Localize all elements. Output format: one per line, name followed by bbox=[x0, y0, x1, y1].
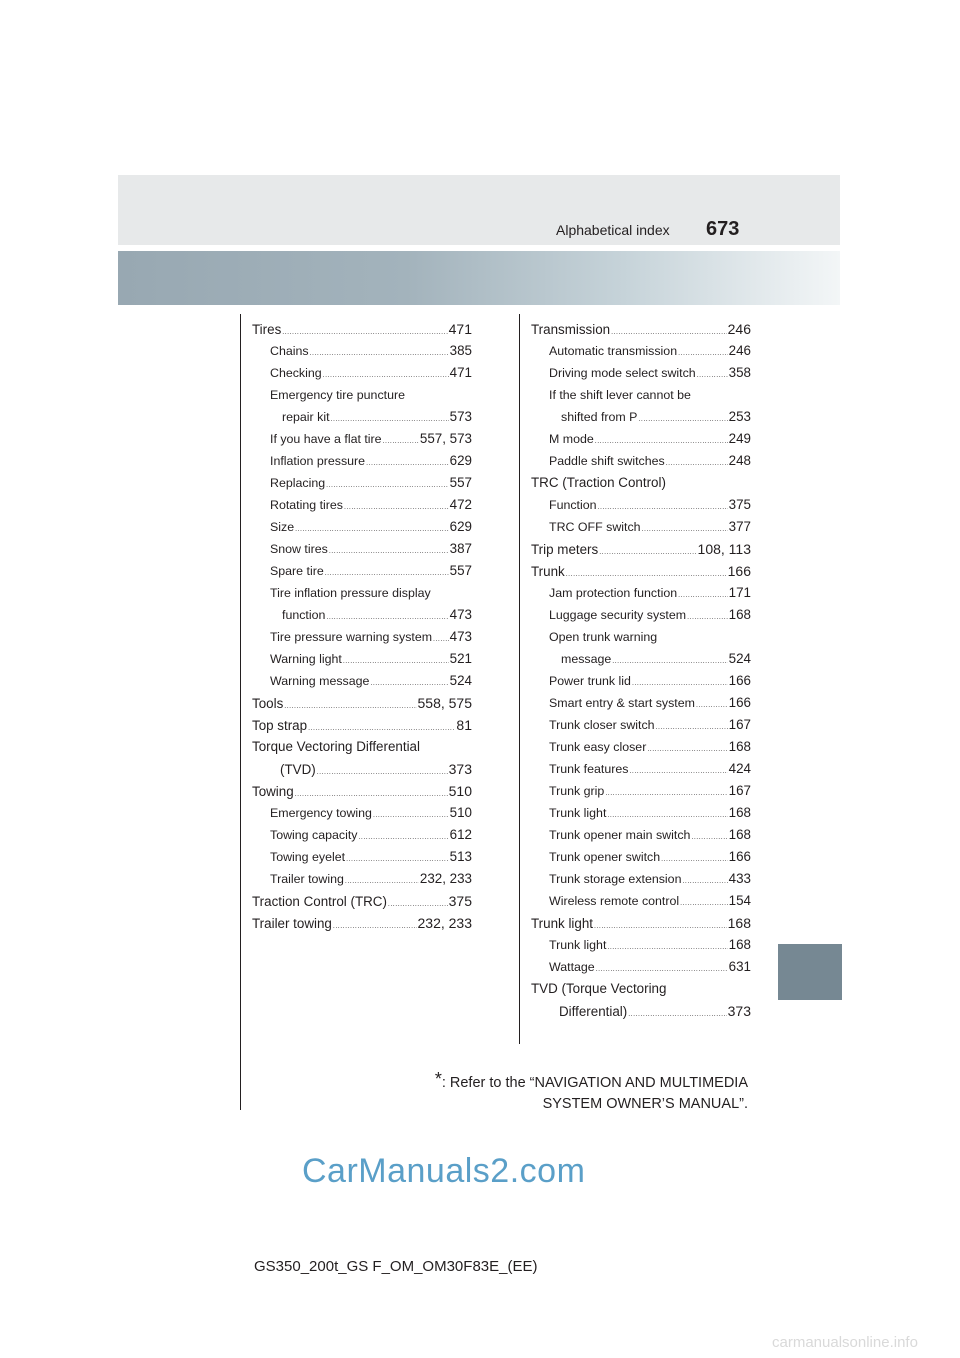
document-code: GS350_200t_GS F_OM_OM30F83E_(EE) bbox=[254, 1258, 538, 1275]
index-entry-label: Paddle shift switches bbox=[549, 454, 665, 468]
index-entry-label: Wireless remote control bbox=[549, 894, 680, 908]
index-entry bbox=[531, 538, 751, 560]
index-entry-label: Trunk light bbox=[549, 806, 607, 820]
index-entry-page: 154 bbox=[728, 893, 751, 908]
dot-leader bbox=[599, 542, 696, 564]
index-entry-page: 524 bbox=[728, 651, 751, 666]
index-entry bbox=[531, 692, 751, 714]
index-entry-page: 373 bbox=[727, 1003, 751, 1019]
index-entry bbox=[531, 670, 751, 692]
index-entry bbox=[252, 560, 472, 582]
dot-leader bbox=[628, 1004, 726, 1026]
footnote-line-1: : Refer to the “NAVIGATION AND MULTIMEDIA bbox=[441, 1075, 748, 1091]
index-entry bbox=[252, 714, 472, 736]
index-entry-label: Torque Vectoring Differential bbox=[252, 739, 420, 754]
index-entry bbox=[531, 450, 751, 472]
index-entry bbox=[252, 494, 472, 516]
index-entry-label: Smart entry & start system bbox=[549, 696, 695, 710]
index-column-right bbox=[531, 318, 751, 1022]
index-entry-page: 510 bbox=[449, 805, 472, 820]
index-entry-page: 246 bbox=[728, 343, 751, 358]
index-entry-page: 387 bbox=[449, 541, 472, 556]
index-entry-page: 631 bbox=[728, 959, 751, 974]
index-entry bbox=[531, 846, 751, 868]
index-entry bbox=[252, 802, 472, 824]
dot-leader bbox=[317, 762, 448, 784]
dot-leader bbox=[697, 365, 728, 387]
index-entry-page: 166 bbox=[728, 695, 751, 710]
index-entry-label: TRC (Traction Control) bbox=[531, 475, 666, 490]
dot-leader bbox=[373, 805, 449, 827]
index-entry-label: Tools bbox=[252, 696, 284, 711]
index-entry bbox=[531, 758, 751, 780]
index-entry-label: Driving mode select switch bbox=[549, 366, 696, 380]
middle-column-rule bbox=[519, 314, 520, 1044]
index-entry bbox=[531, 340, 751, 362]
index-entry bbox=[531, 626, 751, 648]
index-entry bbox=[252, 912, 472, 934]
index-entry bbox=[252, 582, 472, 604]
index-entry bbox=[252, 450, 472, 472]
index-entry-label: repair kit bbox=[282, 410, 330, 424]
index-entry-label: Trunk light bbox=[549, 938, 607, 952]
index-entry bbox=[252, 604, 472, 626]
index-entry bbox=[531, 384, 751, 406]
index-entry bbox=[531, 714, 751, 736]
index-entry-label: Trunk opener main switch bbox=[549, 828, 691, 842]
index-entry bbox=[531, 824, 751, 846]
footnote-line-2: SYSTEM OWNER’S MANUAL”. bbox=[542, 1096, 748, 1112]
index-entry bbox=[252, 516, 472, 538]
index-entry-label: Trunk features bbox=[549, 762, 629, 776]
index-entry bbox=[252, 648, 472, 670]
index-entry-page: 473 bbox=[449, 607, 472, 622]
dot-leader bbox=[691, 827, 727, 849]
index-entry-page: 558, 575 bbox=[417, 695, 472, 711]
footnote bbox=[435, 1069, 748, 1115]
index-entry-label: Automatic transmission bbox=[549, 344, 678, 358]
index-entry-page: 248 bbox=[728, 453, 751, 468]
index-entry bbox=[531, 912, 751, 934]
index-entry bbox=[252, 626, 472, 648]
index-entry-label: Emergency towing bbox=[270, 806, 372, 820]
index-entry bbox=[531, 802, 751, 824]
index-entry-label: Trunk easy closer bbox=[549, 740, 647, 754]
index-entry bbox=[531, 736, 751, 758]
index-entry bbox=[531, 934, 751, 956]
dot-leader bbox=[329, 541, 449, 563]
index-entry bbox=[252, 384, 472, 406]
index-entry-label: Trunk grip bbox=[549, 784, 605, 798]
index-entry-page: 168 bbox=[727, 915, 751, 931]
dot-leader bbox=[629, 761, 727, 783]
index-entry-label: Rotating tires bbox=[270, 498, 344, 512]
watermark: CarManuals2.com bbox=[302, 1152, 586, 1190]
index-entry-page: 358 bbox=[728, 365, 751, 380]
index-entry-page: 168 bbox=[728, 827, 751, 842]
index-entry bbox=[531, 604, 751, 626]
index-entry bbox=[531, 1000, 751, 1022]
index-entry bbox=[252, 340, 472, 362]
index-entry bbox=[531, 472, 751, 494]
index-entry bbox=[531, 362, 751, 384]
index-entry-label: M mode bbox=[549, 432, 594, 446]
index-entry-label: Replacing bbox=[270, 476, 326, 490]
index-entry-label: Towing capacity bbox=[270, 828, 358, 842]
index-entry-page: 171 bbox=[728, 585, 751, 600]
index-entry-page: 168 bbox=[728, 805, 751, 820]
index-entry-label: shifted from P bbox=[561, 410, 638, 424]
dot-leader bbox=[638, 409, 727, 431]
dot-leader bbox=[383, 431, 419, 453]
index-entry-label: Inflation pressure bbox=[270, 454, 366, 468]
index-entry-label: If the shift lever cannot be bbox=[549, 388, 691, 402]
dot-leader bbox=[345, 871, 419, 893]
index-entry-label: Spare tire bbox=[270, 564, 324, 578]
index-entry-label: Tires bbox=[252, 322, 282, 337]
index-entry-label: Trunk opener switch bbox=[549, 850, 661, 864]
index-entry-page: 629 bbox=[449, 519, 472, 534]
index-entry-page: 513 bbox=[449, 849, 472, 864]
index-entry-label: Warning light bbox=[270, 652, 342, 666]
index-entry-page: 253 bbox=[728, 409, 751, 424]
index-entry bbox=[531, 890, 751, 912]
index-entry-page: 510 bbox=[448, 783, 472, 799]
index-entry-label: Towing bbox=[252, 784, 294, 799]
dot-leader bbox=[333, 916, 417, 938]
index-entry-label: Power trunk lid bbox=[549, 674, 631, 688]
index-entry bbox=[531, 406, 751, 428]
index-entry-page: 433 bbox=[728, 871, 751, 886]
index-entry bbox=[252, 846, 472, 868]
index-entry-page: 246 bbox=[727, 321, 751, 337]
index-entry-page: 473 bbox=[449, 629, 472, 644]
index-entry-label: Differential) bbox=[559, 1004, 628, 1019]
index-entry-label: Trunk light bbox=[531, 916, 594, 931]
index-entry-label: function bbox=[282, 608, 326, 622]
index-entry bbox=[252, 890, 472, 912]
index-entry bbox=[252, 428, 472, 450]
index-entry bbox=[531, 648, 751, 670]
dot-leader bbox=[687, 607, 728, 629]
index-entry-page: 167 bbox=[728, 783, 751, 798]
index-entry-page: 557 bbox=[449, 475, 472, 490]
index-column-left bbox=[252, 318, 472, 934]
index-entry-label: Traction Control (TRC) bbox=[252, 894, 387, 909]
index-entry bbox=[252, 362, 472, 384]
index-entry-label: Trunk closer switch bbox=[549, 718, 655, 732]
index-entry-label: Tire pressure warning system bbox=[270, 630, 433, 644]
index-entry bbox=[252, 780, 472, 802]
index-entry-page: 557, 573 bbox=[419, 431, 472, 446]
index-entry bbox=[531, 560, 751, 582]
dot-leader bbox=[605, 783, 727, 805]
dot-leader bbox=[680, 893, 728, 915]
dot-leader bbox=[607, 937, 727, 959]
index-entry-label: (TVD) bbox=[280, 762, 316, 777]
index-entry-label: Chains bbox=[270, 344, 309, 358]
index-entry bbox=[252, 758, 472, 780]
index-entry-label: Trunk bbox=[531, 564, 565, 579]
index-entry bbox=[531, 516, 751, 538]
site-watermark: carmanualsonline.info bbox=[772, 1334, 918, 1351]
index-entry-label: Luggage security system bbox=[549, 608, 687, 622]
index-entry-page: 471 bbox=[449, 365, 472, 380]
index-entry bbox=[531, 318, 751, 340]
index-entry-label: Transmission bbox=[531, 322, 611, 337]
index-entry-page: 168 bbox=[728, 937, 751, 952]
index-entry-page: 524 bbox=[449, 673, 472, 688]
left-column-rule bbox=[240, 314, 241, 1110]
index-entry bbox=[531, 868, 751, 890]
dot-leader bbox=[656, 717, 728, 739]
index-entry-page: 166 bbox=[727, 563, 751, 579]
index-entry bbox=[531, 428, 751, 450]
index-entry-label: Trailer towing bbox=[270, 872, 344, 886]
index-entry-label: Checking bbox=[270, 366, 322, 380]
index-entry bbox=[252, 824, 472, 846]
index-entry bbox=[252, 692, 472, 714]
index-entry bbox=[531, 582, 751, 604]
dot-leader bbox=[682, 871, 727, 893]
index-entry-label: Trunk storage extension bbox=[549, 872, 682, 886]
dot-leader bbox=[696, 695, 728, 717]
index-entry-label: Warning message bbox=[270, 674, 370, 688]
index-entry bbox=[252, 868, 472, 890]
index-entry-page: 108, 113 bbox=[697, 541, 751, 557]
index-entry-label: TVD (Torque Vectoring bbox=[531, 981, 667, 996]
index-entry-label: Emergency tire puncture bbox=[270, 388, 405, 402]
index-entry-label: Snow tires bbox=[270, 542, 328, 556]
index-entry-label: Trip meters bbox=[531, 542, 599, 557]
index-entry-page: 557 bbox=[449, 563, 472, 578]
index-entry-label: Size bbox=[270, 520, 295, 534]
dot-leader bbox=[647, 739, 727, 761]
index-entry bbox=[252, 406, 472, 428]
index-entry-label: Jam protection function bbox=[549, 586, 678, 600]
index-entry-page: 373 bbox=[448, 761, 472, 777]
index-entry bbox=[252, 538, 472, 560]
index-entry bbox=[531, 978, 751, 1000]
index-entry-page: 166 bbox=[728, 673, 751, 688]
index-entry-label: Open trunk warning bbox=[549, 630, 658, 644]
index-entry-page: 629 bbox=[449, 453, 472, 468]
index-entry-page: 471 bbox=[448, 321, 472, 337]
dot-leader bbox=[666, 453, 728, 475]
index-entry-page: 375 bbox=[448, 893, 472, 909]
index-entry-page: 232, 233 bbox=[417, 915, 472, 931]
index-entry-page: 612 bbox=[449, 827, 472, 842]
index-entry-page: 377 bbox=[728, 519, 751, 534]
dot-leader bbox=[326, 475, 449, 497]
dot-leader bbox=[358, 827, 448, 849]
index-entry-page: 375 bbox=[728, 497, 751, 512]
index-entry-label: Wattage bbox=[549, 960, 595, 974]
page-title: Alphabetical index bbox=[556, 222, 670, 238]
index-entry-label: If you have a flat tire bbox=[270, 432, 382, 446]
footnote-marker: * bbox=[434, 1069, 442, 1089]
index-entry-label: Towing eyelet bbox=[270, 850, 346, 864]
index-entry-page: 167 bbox=[728, 717, 751, 732]
index-entry-label: TRC OFF switch bbox=[549, 520, 641, 534]
header-gradient-band bbox=[118, 251, 840, 305]
index-entry-label: message bbox=[561, 652, 612, 666]
index-entry-page: 168 bbox=[728, 739, 751, 754]
dot-leader bbox=[366, 453, 449, 475]
index-entry-page: 81 bbox=[456, 717, 472, 733]
index-entry-page: 472 bbox=[449, 497, 472, 512]
index-entry-page: 166 bbox=[728, 849, 751, 864]
dot-leader bbox=[594, 916, 727, 938]
section-thumb-tab bbox=[778, 944, 842, 1000]
index-entry-label: Tire inflation pressure display bbox=[270, 586, 431, 600]
index-entry bbox=[531, 956, 751, 978]
index-entry bbox=[252, 472, 472, 494]
index-entry-page: 385 bbox=[449, 343, 472, 358]
dot-leader bbox=[310, 343, 449, 365]
page-number: 673 bbox=[706, 218, 740, 240]
dot-leader bbox=[433, 629, 449, 651]
index-entry-page: 424 bbox=[728, 761, 751, 776]
index-entry-label: Function bbox=[549, 498, 597, 512]
index-entry-page: 249 bbox=[728, 431, 751, 446]
index-entry-page: 521 bbox=[449, 651, 472, 666]
index-entry bbox=[252, 318, 472, 340]
index-entry-label: Trailer towing bbox=[252, 916, 332, 931]
index-entry-label: Top strap bbox=[252, 718, 308, 733]
index-entry bbox=[252, 670, 472, 692]
index-entry bbox=[531, 780, 751, 802]
index-entry bbox=[531, 494, 751, 516]
index-entry-page: 573 bbox=[449, 409, 472, 424]
index-entry-page: 232, 233 bbox=[419, 871, 472, 886]
index-entry-page: 168 bbox=[728, 607, 751, 622]
dot-leader bbox=[344, 497, 449, 519]
